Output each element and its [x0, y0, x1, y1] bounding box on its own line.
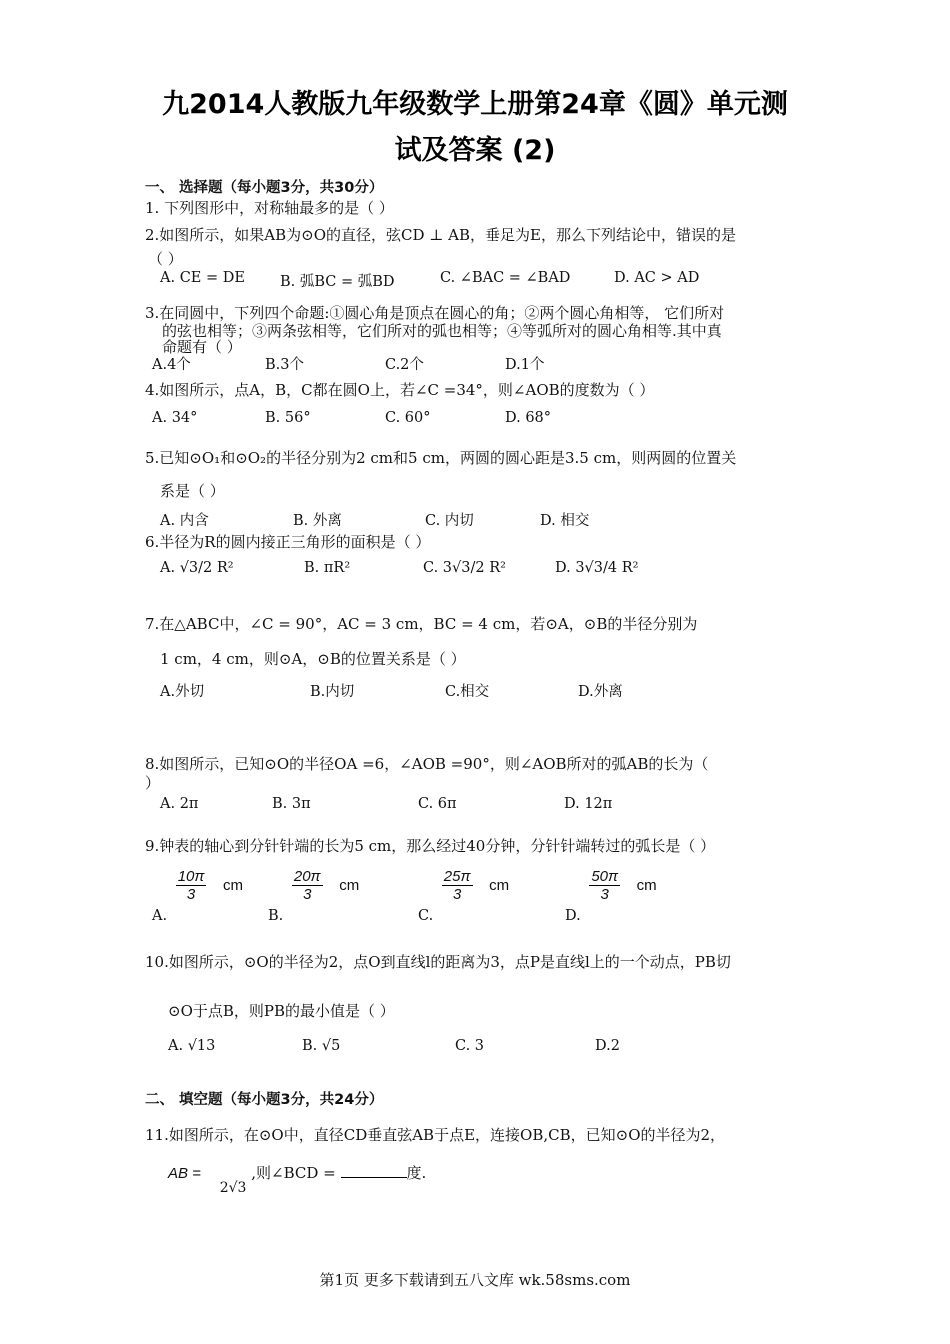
q5-option-c: C. 内切 [425, 513, 474, 529]
question-2-line2: （ ） [148, 250, 183, 268]
question-2-line1: 2.如图所示，如果AB为⊙O的直径，弦CD ⊥ AB，垂足为E，那么下列结论中，错误的是 [145, 226, 736, 244]
question-8-line2: ） [145, 774, 161, 792]
q10-option-d: D.2 [595, 1038, 620, 1054]
question-3-line2: 的弦也相等；③两条弦相等，它们所对的弧也相等；④等弧所对的圆心角相等.其中真 [162, 322, 722, 340]
q3-option-a: A.4个 [152, 357, 191, 373]
q6-option-b: B. πR² [304, 560, 351, 576]
q9-d-unit: cm [636, 876, 657, 894]
question-11-line2 [168, 1162, 427, 1196]
q4-option-a: A. 34° [152, 410, 198, 426]
q7-option-d: D.外离 [578, 684, 623, 700]
q9-option-a [152, 868, 244, 924]
q10-option-a: A. √13 [168, 1038, 216, 1054]
section-heading-fill: 二、 填空题（每小题3分，共24分） [145, 1092, 384, 1108]
document-title-line1: 九2014人教版九年级数学上册第24章《圆》单元测 [162, 89, 788, 120]
q4-option-d: D. 68° [505, 410, 552, 426]
q9-option-d-label: D. [565, 907, 581, 924]
q11-answer-blank[interactable] [341, 1177, 407, 1178]
q4-option-b: B. 56° [265, 410, 311, 426]
q9-c-numerator: 25π [443, 868, 471, 885]
q10-option-b: B. √5 [302, 1038, 341, 1054]
q9-option-b [268, 868, 360, 924]
q9-option-d [565, 868, 657, 924]
q7-option-c: C.相交 [445, 684, 490, 700]
q3-option-d: D.1个 [505, 357, 545, 373]
question-7-line1: 7.在△ABC中，∠C = 90°，AC = 3 cm，BC = 4 cm，若⊙A，⊙B的半径分别为 [145, 615, 698, 633]
q8-option-a: A. 2π [160, 796, 199, 812]
question-5-line2: 系是（ ） [160, 482, 225, 500]
q5-option-b: B. 外离 [293, 513, 342, 529]
q9-b-numerator: 20π [293, 868, 321, 885]
q9-b-unit: cm [339, 876, 360, 894]
question-4: 4.如图所示，点A，B，C都在圆O上，若∠C =34°，则∠AOB的度数为（ ） [145, 381, 655, 399]
q9-option-b-label: B. [268, 907, 284, 924]
question-1: 1. 下列图形中，对称轴最多的是（ ） [145, 199, 394, 217]
q7-option-a: A.外切 [160, 684, 205, 700]
section-heading-choice: 一、 选择题（每小题3分，共30分） [145, 180, 384, 196]
question-9: 9.钟表的轴心到分针针端的长为5 cm，那么经过40分钟，分针针端转过的弧长是（ ） [145, 837, 716, 855]
q6-option-d: D. 3√3/4 R² [555, 560, 639, 576]
q8-option-b: B. 3π [272, 796, 311, 812]
q9-a-unit: cm [223, 876, 244, 894]
question-3-line3: 命题有（ ） [162, 338, 242, 356]
q11-ab-value: 2√3 [219, 1180, 247, 1196]
q9-c-unit: cm [489, 876, 510, 894]
q9-option-c-label: C. [418, 907, 434, 924]
question-5-line1: 5.已知⊙O₁和⊙O₂的半径分别为2 cm和5 cm，两圆的圆心距是3.5 cm，则两圆的位置关 [145, 449, 737, 467]
q6-option-a: A. √3/2 R² [160, 560, 234, 576]
q5-option-a: A. 内含 [160, 513, 209, 529]
question-6: 6.半径为R的圆内接正三角形的面积是（ ） [145, 533, 431, 551]
q9-option-c [418, 868, 510, 924]
q9-d-numerator: 50π [591, 868, 619, 885]
q9-d-denominator: 3 [600, 886, 609, 903]
q8-option-c: C. 6π [418, 796, 457, 812]
question-10-line1: 10.如图所示，⊙O的半径为2，点O到直线l的距离为3，点P是直线l上的一个动点，PB切 [145, 953, 731, 971]
q9-option-a-label: A. [152, 907, 168, 924]
q2-option-d: D. AC > AD [614, 270, 700, 286]
q10-option-c: C. 3 [455, 1038, 485, 1054]
q5-option-d: D. 相交 [540, 513, 590, 529]
question-8-line1: 8.如图所示，已知⊙O的半径OA =6，∠AOB =90°，则∠AOB所对的弧AB的长为（ [145, 755, 709, 773]
q9-c-denominator: 3 [452, 886, 462, 903]
q2-option-b: B. 弧BC = 弧BD [280, 274, 395, 290]
page-footer: 第1页 更多下载请到五八文库 wk.58sms.com [319, 1271, 631, 1289]
q9-a-denominator: 3 [186, 886, 196, 903]
q11-angle-label: ,则∠BCD = [251, 1164, 336, 1182]
q2-option-a: A. CE = DE [160, 270, 245, 286]
question-3-line1: 3.在同圆中，下列四个命题:①圆心角是顶点在圆心的角；②两个圆心角相等， 它们所对 [145, 304, 725, 322]
q8-option-d: D. 12π [564, 796, 613, 812]
q4-option-c: C. 60° [385, 410, 431, 426]
q9-b-denominator: 3 [303, 886, 312, 903]
document-title-line2: 试及答案 (2) [394, 135, 556, 166]
q9-a-numerator: 10π [177, 868, 205, 885]
question-10-line2: ⊙O于点B，则PB的最小值是（ ） [168, 1002, 395, 1020]
q11-ab-label: AB = [168, 1165, 201, 1182]
q3-option-c: C.2个 [385, 357, 424, 373]
q11-unit: 度. [406, 1164, 427, 1182]
question-11-line1: 11.如图所示，在⊙O中，直径CD垂直弦AB于点E，连接OB,CB，已知⊙O的半径为2， [145, 1126, 726, 1144]
q7-option-b: B.内切 [310, 684, 355, 700]
q6-option-c: C. 3√3/2 R² [423, 560, 506, 576]
q3-option-b: B.3个 [265, 357, 304, 373]
q2-option-c: C. ∠BAC = ∠BAD [440, 270, 571, 286]
question-7-line2: 1 cm，4 cm，则⊙A，⊙B的位置关系是（ ） [160, 650, 466, 668]
